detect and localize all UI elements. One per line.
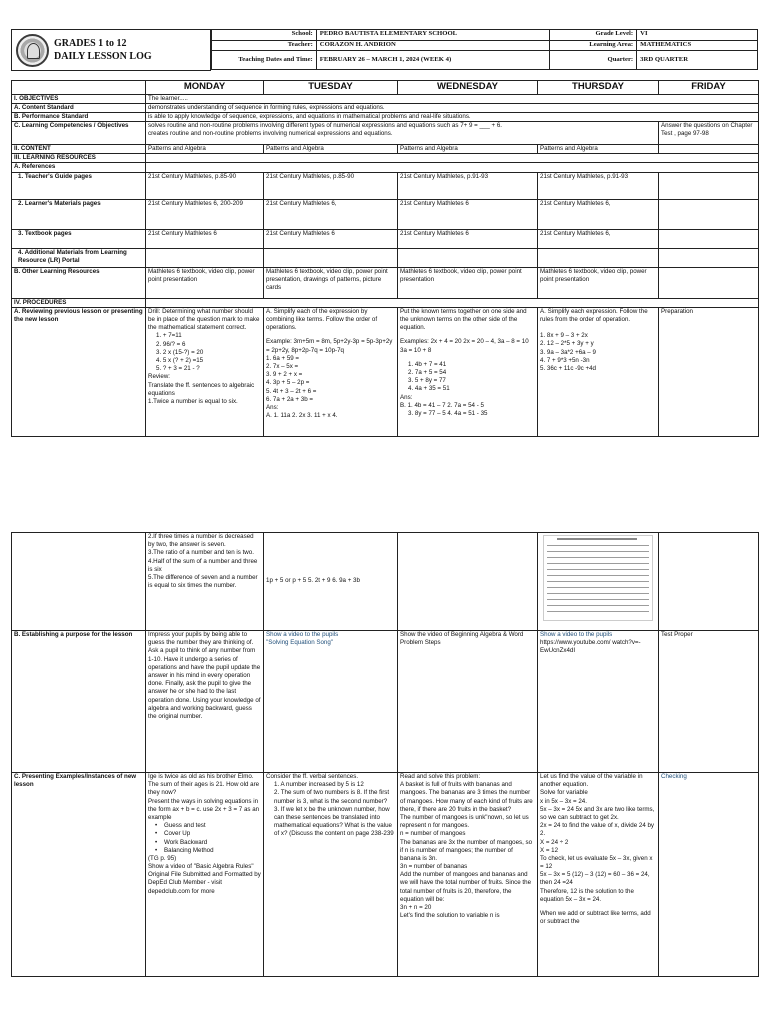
lm-label: 2. Learner's Materials pages xyxy=(12,199,146,229)
learning-area-label: Learning Area: xyxy=(550,40,637,51)
lr-thu xyxy=(538,248,659,267)
lr-wed xyxy=(398,248,538,267)
lr-tue xyxy=(264,248,398,267)
drill-item: 4. 5 x (? + 2) =15 xyxy=(156,356,204,364)
wed-problem-intro: Read and solve this problem: xyxy=(400,773,481,780)
dates-label: Teaching Dates and Time: xyxy=(212,51,317,70)
title-dll: DAILY LESSON LOG xyxy=(54,51,152,62)
wed-item: 3. 5 + 8y = 77 xyxy=(408,377,446,385)
wed-step: 3n = number of bananas xyxy=(400,863,468,871)
day-tuesday: TUESDAY xyxy=(264,81,398,95)
verbal-item: 2. The sum of two numbers is 8. If the first number is 3, what is the second number? xyxy=(274,789,390,805)
other-thu: Mathletes 6 textbook, video clip, power point presentation xyxy=(538,267,659,298)
dates-value: FEBRUARY 26 – MARCH 1, 2024 (WEEK 4) xyxy=(316,51,550,70)
objectives-label: I. OBJECTIVES xyxy=(12,94,146,103)
school-value: PEDRO BAUTISTA ELEMENTARY SCHOOL xyxy=(316,30,550,41)
grade-level-value: VI xyxy=(637,30,758,41)
tg-tue: 21st Century Mathletes, p.85-90 xyxy=(264,172,398,199)
wed-problem: A basket is full of fruits with bananas and mangoes. The bananas are 3 times the number of mangoes. How many of each kind of fruits are there, if there are 20 fruits in the basket? xyxy=(400,781,533,813)
quarter-value: 3RD QUARTER xyxy=(637,51,758,70)
depedclub-note: Original File Submitted and Formatted by DepEd Club Member - visit depedclub.com for more xyxy=(148,871,261,895)
reviewing-mon xyxy=(146,307,264,436)
thu-item: 4. 7 + 9*3 +5n -3n xyxy=(540,356,590,364)
review-heading: Review: xyxy=(148,373,171,381)
translate-item: 5.The difference of seven and a number is equal to six times the number. xyxy=(148,573,258,590)
other-fri xyxy=(659,267,759,298)
other-tue: Mathletes 6 textbook, video clip, power point presentation, drawings of patterns, picture cards xyxy=(264,267,398,298)
wed-item: 4. 4a + 35 = 51 xyxy=(408,385,450,393)
video-instruction: Show a video to the pupils xyxy=(266,631,339,638)
learning-area-value: MATHEMATICS xyxy=(637,40,758,51)
method-item: • Cover Up xyxy=(148,830,261,838)
lesson-log-table-page2 xyxy=(11,532,759,977)
tg-fri xyxy=(659,172,759,199)
other-resources-label: B. Other Learning Resources xyxy=(12,267,146,298)
lm-fri xyxy=(659,199,759,229)
lm-wed: 21st Century Mathletes 6 xyxy=(398,199,538,229)
content-standard-text: demonstrates understanding of sequence in forming rules, expressions and equations. xyxy=(146,103,759,112)
school-label: School: xyxy=(212,30,317,41)
known-terms-text: Put the known terms together on one side and the unknown terms on the other side of the equation. xyxy=(400,307,527,332)
procedures-label: IV. PROCEDURES xyxy=(12,298,146,307)
dll-header xyxy=(11,29,758,71)
days-header-row xyxy=(12,81,759,95)
procedures-blank xyxy=(146,298,759,307)
simplify-item: A. 1. 11a 2. 2x 3. 11 + x 4. xyxy=(266,412,338,420)
logo-box xyxy=(11,29,211,71)
reviewing-cont-label xyxy=(12,533,146,631)
teacher-value: CORAZON H. ANDRION xyxy=(316,40,550,51)
reviewing-tue xyxy=(264,307,398,436)
wed-item: 3. 8y = 77 – 5 4. 4a = 51 - 35 xyxy=(408,409,488,417)
reviewing-fri: Preparation xyxy=(659,307,759,436)
presenting-label: C. Presenting Examples/Instances of new lesson xyxy=(12,773,146,977)
verbal-item: 1. A number increased by 5 is 12 xyxy=(274,781,364,789)
thu-item: 5. 36c + 11c -9c +4d xyxy=(540,364,596,372)
simplify-item: 1. 6a + 59 = xyxy=(266,354,300,362)
performance-standard-text: is able to apply knowledge of sequence, expressions, and equations in mathematical problems and real-life situations. xyxy=(146,112,759,121)
verbal-item: 3. If we let x be the unknown number, how can these sentences be translated into mathematical equations? What is the value of x? (Discuss the content on page 238-239 xyxy=(274,805,394,838)
day-wednesday: WEDNESDAY xyxy=(398,81,538,95)
solving-ways: Present the ways in solving equations in the form ax + b = c. use 2x + 3 = 7 as an example xyxy=(148,797,260,821)
reviewing-wed xyxy=(398,307,538,436)
tb-mon: 21st Century Mathletes 6 xyxy=(146,229,264,248)
method-item: • Guess and test xyxy=(148,822,261,830)
tg-thu: 21st Century Mathletes, p.91-93 xyxy=(538,172,659,199)
simplify-example: Example: 3m+5m = 8m, 5p+2y-3p = 5p-3p+2y = 2p+2y, 8p+2p-7q = 10p-7q xyxy=(266,338,393,354)
lm-thu: 21st Century Mathletes 6, xyxy=(538,199,659,229)
translate-item: 3.The ratio of a number and ten is two. xyxy=(148,549,254,557)
video-basic-algebra: Show a video of "Basic Algebra Rules" xyxy=(148,863,254,871)
lr-portal-label: 4. Additional Materials from Learning Resource (LR) Portal xyxy=(12,248,146,267)
reviewing-wed-cont xyxy=(398,533,538,631)
learning-resources-blank xyxy=(146,154,759,163)
translate-item: 4.Half of the sum of a number and three is six xyxy=(148,557,258,573)
learning-resources-label: III. LEARNING RESOURCES xyxy=(12,154,146,163)
wed-item: 2. 7a + 5 = 54 xyxy=(408,368,447,376)
thu-step: x in 5x – 3x = 24. xyxy=(540,797,587,805)
simplify-item: 4. 3p + 5 – 2p = xyxy=(266,379,310,387)
thu-step: Let us find the value of the variable in another equation. xyxy=(540,773,643,789)
day-friday: FRIDAY xyxy=(659,81,759,95)
thu-step: Solve for variable xyxy=(540,789,588,797)
thu-step: 2x = 24 to find the value of x, divide 24 by 2. xyxy=(540,822,655,838)
presenting-thu xyxy=(538,773,659,977)
simplify-order-text: A. Simplify each expression. Follow the rules from the order of operation. xyxy=(540,307,648,324)
known-terms-example: Examples: 2x + 4 = 20 2x = 20 – 4, 3a – 8 = 10 3a = 10 + 8 xyxy=(400,338,529,354)
simplify-item: Ans: xyxy=(266,403,279,411)
thu-step: 5x – 3x = 24 5x and 3x are two like terms, so we can subtract to get 2x. xyxy=(540,805,655,821)
simplify-item: 3. 9 + 2 + x = xyxy=(266,371,303,379)
drill-item: 5. ? + 3 = 21 - ? xyxy=(156,365,200,373)
purpose-fri: Test Proper xyxy=(659,631,759,773)
verbal-sentences-text: Consider the ff. verbal sentences. xyxy=(266,773,359,780)
thu-item: 2. 12 – 2*5 + 3y + y xyxy=(540,340,594,348)
reviewing-thu xyxy=(538,307,659,436)
method-item: • Balancing Method xyxy=(148,847,261,855)
reviewing-thu-cont xyxy=(538,533,659,631)
tg-label: 1. Teacher's Guide pages xyxy=(12,172,146,199)
reviewing-tue-cont: 1p + 5 or p + 5 5. 2t + 9 6. 9a + 3b xyxy=(264,533,398,631)
lr-fri xyxy=(659,248,759,267)
simplify-item: 6. 7a + 2a + 3b = xyxy=(266,395,313,403)
wed-step: Let's find the solution to variable n is xyxy=(400,912,500,920)
purpose-tue xyxy=(264,631,398,773)
drill-item: 3. 2 x (15-?) = 20 xyxy=(156,348,204,356)
reviewing-label: A. Reviewing previous lesson or presenting the new lesson xyxy=(12,307,146,436)
objectives-intro: The learner..... xyxy=(146,94,759,103)
drill-item: 1. + 7=11 xyxy=(156,332,182,340)
simplify-text: A. Simplify each of the expression by combining like terms. Follow the order of operations. xyxy=(266,307,378,332)
content-standard-label: A. Content Standard xyxy=(12,103,146,112)
competency-2: creates routine and non-routine problems involving numerical expressions and equations. xyxy=(148,130,393,138)
thu-step: X = 12 xyxy=(540,846,559,854)
thu-step: Therefore, 12 is the solution to the equation 5x – 3x = 24. xyxy=(540,887,634,903)
tg-ref: (TG p. 95) xyxy=(148,854,177,862)
content-thu: Patterns and Algebra xyxy=(538,145,659,154)
thu-step: To check, let us evaluate 5x – 3x, given x = 12 xyxy=(540,854,653,871)
references-blank xyxy=(146,163,759,172)
translate-item: 1.Twice a number is equal to six. xyxy=(148,397,238,405)
purpose-label: B. Establishing a purpose for the lesson xyxy=(12,631,146,773)
drill-text: Drill: Determining what number should be in place of the question mark to make the mathematical statement correct. xyxy=(148,307,260,332)
content-fri xyxy=(659,145,759,154)
tg-mon: 21st Century Mathletes, p.85-90 xyxy=(146,172,264,199)
drill-item: 2. 96/? = 6 xyxy=(156,340,186,348)
thu-item: 3. 9a – 3a*2 +6a – 9 xyxy=(540,348,596,356)
video-link[interactable]: https://www.youtube.com/ watch?v=-EwUcnZx4dI xyxy=(540,639,641,655)
purpose-mon: Impress your pupils by being able to guess the number they are thinking of. Ask a pupil to think of any number from 1-10. Have it undergo a series of operations and have the pupil update the answer in his mind in every operation done. Finally, ask the pupil to give the answer he or she had to the last operation done. Using your knowledge of algebra and working backward, guess the original number. xyxy=(146,631,264,773)
simplify-item: 2. 7x – 5x = xyxy=(266,362,299,370)
tb-thu: 21st Century Mathletes 6, xyxy=(538,229,659,248)
content-tue: Patterns and Algebra xyxy=(264,145,398,154)
lr-mon xyxy=(146,248,264,267)
header-info-table xyxy=(211,29,758,70)
tb-tue: 21st Century Mathletes 6 xyxy=(264,229,398,248)
lm-mon: 21st Century Mathletes 6, 200-209 xyxy=(146,199,264,229)
wed-item: Ans: xyxy=(400,393,413,401)
wed-step: The bananas are 3x the number of mangoes, so if n is number of mangoes; the number of banana is 3n. xyxy=(400,838,533,862)
presenting-mon xyxy=(146,773,264,977)
grade-level-label: Grade Level: xyxy=(550,30,637,41)
presenting-wed xyxy=(398,773,538,977)
thu-step: X = 24 ÷ 2 xyxy=(540,838,569,846)
wed-item: 1. 4b + 7 = 41 xyxy=(408,360,447,368)
tb-fri xyxy=(659,229,759,248)
presenting-fri: Checking xyxy=(659,773,759,977)
other-mon: Mathletes 6 textbook, video clip, power point presentation xyxy=(146,267,264,298)
wed-step: Add the number of mangoes and bananas and we will have the total number of fruits. Since the total number of fruits is 20, therefore, the equation will be: xyxy=(400,871,532,903)
reviewing-mon-cont xyxy=(146,533,264,631)
thu-step: 5x – 3x = 5 (12) – 3 (12) = 60 – 36 = 24, then 24 =24 xyxy=(540,871,650,887)
competencies-friday: Answer the questions on Chapter Test , page 97-98 xyxy=(659,122,759,145)
wed-step: The number of mangoes is unk"nown, so let us represent n for mangoes. xyxy=(400,813,529,830)
corner-cell xyxy=(12,81,146,95)
competencies-text xyxy=(146,122,659,145)
tg-wed: 21st Century Mathletes, p.91-93 xyxy=(398,172,538,199)
day-thursday: THURSDAY xyxy=(538,81,659,95)
tb-label: 3. Textbook pages xyxy=(12,229,146,248)
competencies-label: C. Learning Competencies / Objectives xyxy=(12,122,146,145)
day-monday: MONDAY xyxy=(146,81,264,95)
simplify-item: 5. 4t + 3 – 2t + 6 = xyxy=(266,387,317,395)
worksheet-thumbnail-image xyxy=(543,535,653,621)
wed-item: B. 1. 4b = 41 – 7 2. 7a = 54 - 5 xyxy=(400,401,484,409)
reviewing-fri-cont xyxy=(659,533,759,631)
thu-step: When we add or subtract like terms, add or subtract the xyxy=(540,910,651,926)
performance-standard-label: B. Performance Standard xyxy=(12,112,146,121)
purpose-wed: Show the video of Beginning Algebra & Word Problem Steps xyxy=(398,631,538,773)
translate-text: Translate the ff. sentences to algebraic equations xyxy=(148,381,255,397)
content-wed: Patterns and Algebra xyxy=(398,145,538,154)
presenting-tue xyxy=(264,773,398,977)
lm-tue: 21st Century Mathletes 6, xyxy=(264,199,398,229)
translate-item: 2.If three times a number is decreased by two, the answer is seven. xyxy=(148,533,254,549)
competency-1: solves routine and non-routine problems involving different types of numerical expressions and equations such as 7+ 9 = ___ + 6. xyxy=(148,122,502,130)
tb-wed: 21st Century Mathletes 6 xyxy=(398,229,538,248)
method-item: • Work Backward xyxy=(148,839,261,847)
deped-seal-icon xyxy=(16,34,49,67)
video-title: "Solving Equation Song" xyxy=(266,639,334,647)
quarter-label: Quarter: xyxy=(550,51,637,70)
content-mon: Patterns and Algebra xyxy=(146,145,264,154)
thu-item: 1. 8x + 9 – 3 + 2x xyxy=(540,332,588,340)
wed-step: 3n + n = 20 xyxy=(400,904,432,911)
content-label: II. CONTENT xyxy=(12,145,146,154)
age-problem: Ige is twice as old as his brother Elmo. The sum of their ages is 21. How old are they now? xyxy=(148,773,260,797)
video-instruction: Show a video to the pupils xyxy=(540,631,613,638)
lesson-log-table-page1 xyxy=(11,80,759,437)
purpose-thu xyxy=(538,631,659,773)
title-grades: GRADES 1 to 12 xyxy=(54,38,127,49)
references-label: A. References xyxy=(12,163,146,172)
other-wed: Mathletes 6 textbook, video clip, power point presentation xyxy=(398,267,538,298)
teacher-label: Teacher: xyxy=(212,40,317,51)
wed-step: n = number of mangoes xyxy=(400,830,466,838)
